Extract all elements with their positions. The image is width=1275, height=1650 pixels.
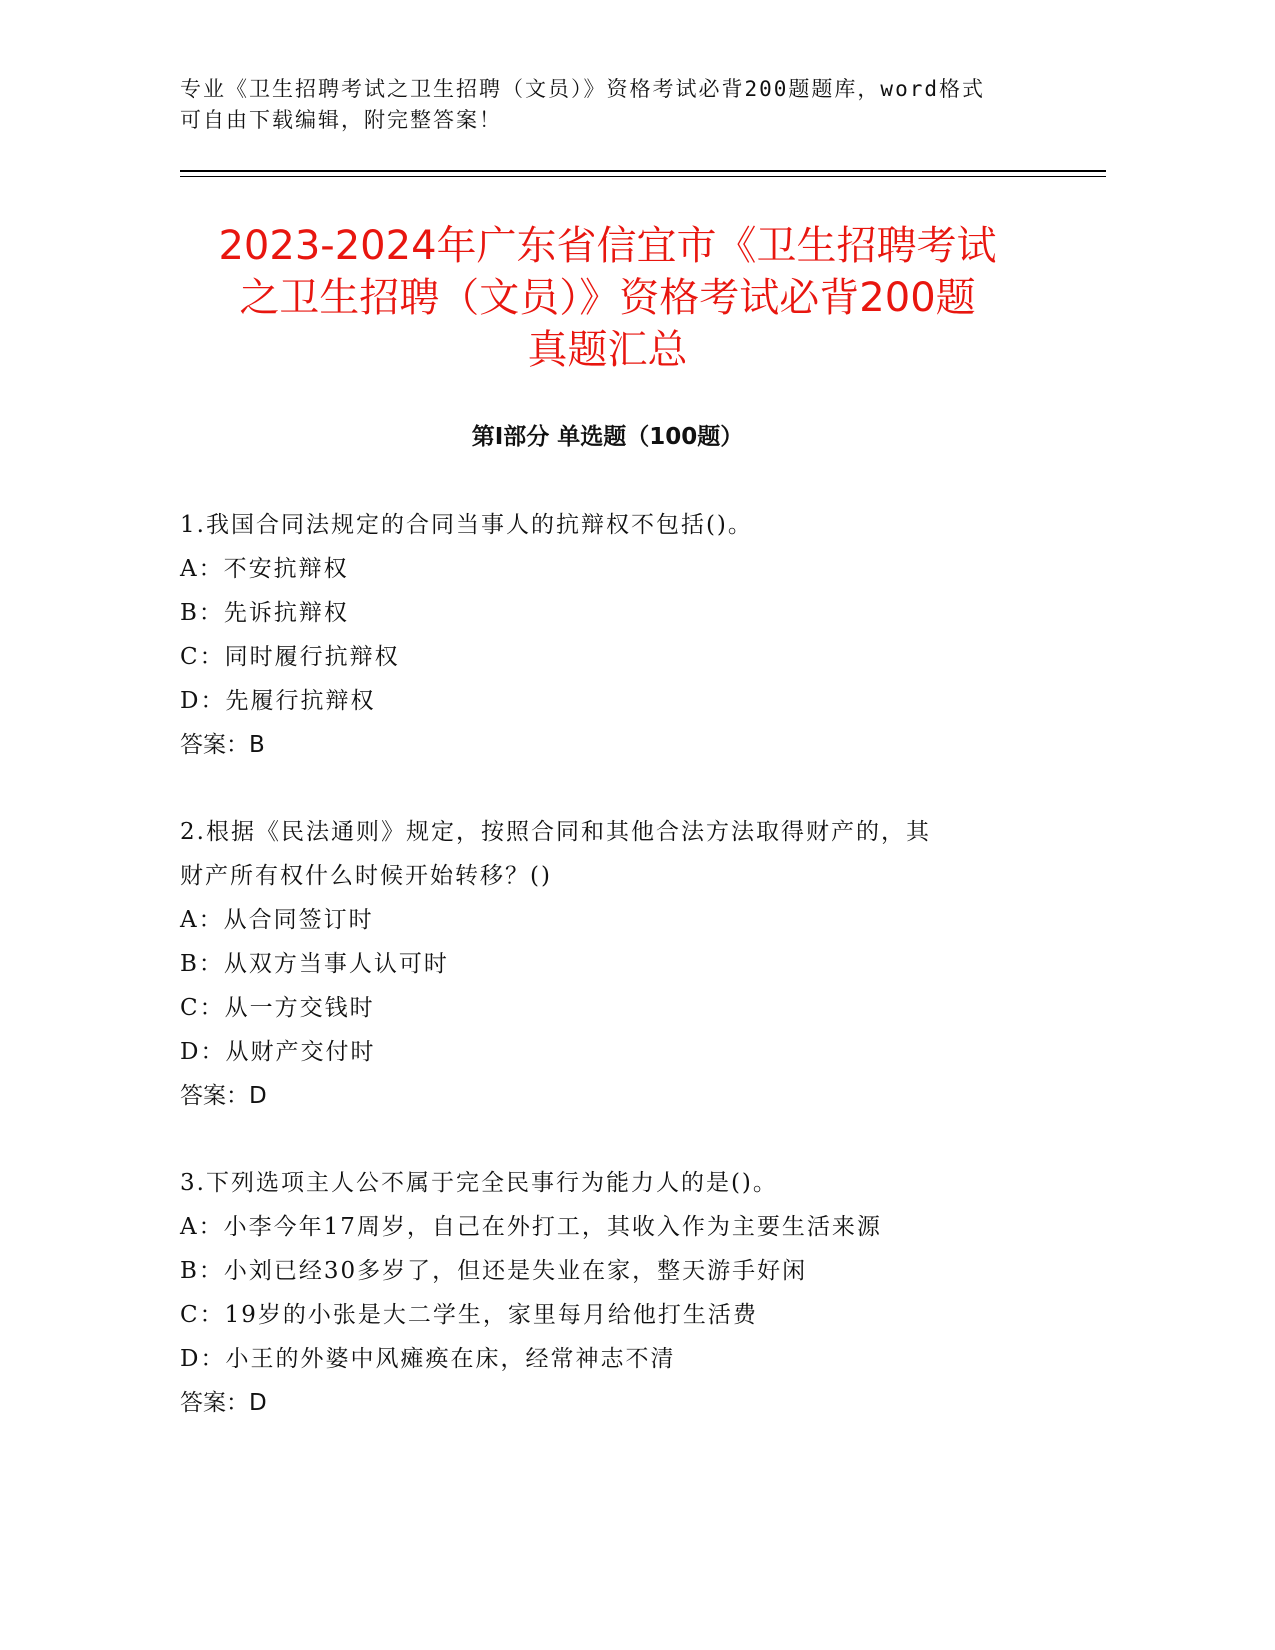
- option-c: C：19岁的小张是大二学生，家里每月给他打生活费: [180, 1302, 758, 1328]
- question-1: [180, 503, 1060, 767]
- question-stem-line-1: 2.根据《民法通则》规定，按照合同和其他合法方法取得财产的，其: [180, 819, 931, 845]
- option-b: B：先诉抗辩权: [180, 600, 349, 626]
- question-stem: 3.下列选项主人公不属于完全民事行为能力人的是()。: [180, 1170, 778, 1196]
- question-stem: 1.我国合同法规定的合同当事人的抗辩权不包括()。: [180, 512, 753, 538]
- document-title-line-2: 之卫生招聘（文员）》资格考试必背200题: [239, 275, 976, 321]
- option-c: C：从一方交钱时: [180, 995, 375, 1021]
- option-d: D：小王的外婆中风瘫痪在床，经常神志不清: [180, 1346, 676, 1372]
- document-title-line-3: 真题汇总: [527, 327, 688, 373]
- option-d: D：从财产交付时: [180, 1039, 376, 1065]
- option-c: C：同时履行抗辩权: [180, 644, 400, 670]
- header-divider-thick: [180, 170, 1106, 172]
- header-divider-thin: [180, 176, 1106, 177]
- option-b: B：从双方当事人认可时: [180, 951, 449, 977]
- option-b: B：小刘已经30多岁了，但还是失业在家，整天游手好闲: [180, 1258, 808, 1284]
- option-a: A：不安抗辩权: [180, 556, 349, 582]
- question-3: [180, 1161, 1060, 1425]
- document-title-line-1: 2023-2024年广东省信宜市《卫生招聘考试: [218, 223, 997, 269]
- answer: 答案：D: [180, 1083, 267, 1109]
- option-a: A：从合同签订时: [180, 907, 374, 933]
- document-title: [160, 220, 1055, 376]
- question-list: [180, 503, 1060, 1468]
- question-stem-line-2: 财产所有权什么时候开始转移？(): [180, 863, 552, 889]
- header-note: [180, 74, 1060, 136]
- question-2: [180, 810, 1060, 1118]
- header-note-line-1: 专业《卫生招聘考试之卫生招聘（文员）》资格考试必背200题题库，word格式: [180, 77, 985, 101]
- header-note-line-2: 可自由下载编辑，附完整答案！: [180, 108, 502, 132]
- answer: 答案：D: [180, 1390, 267, 1416]
- option-d: D：先履行抗辩权: [180, 688, 376, 714]
- answer: 答案：B: [180, 732, 265, 758]
- section-title: 第Ⅰ部分 单选题（100题）: [471, 424, 744, 450]
- option-a: A：小李今年17周岁，自己在外打工，其收入作为主要生活来源: [180, 1214, 882, 1240]
